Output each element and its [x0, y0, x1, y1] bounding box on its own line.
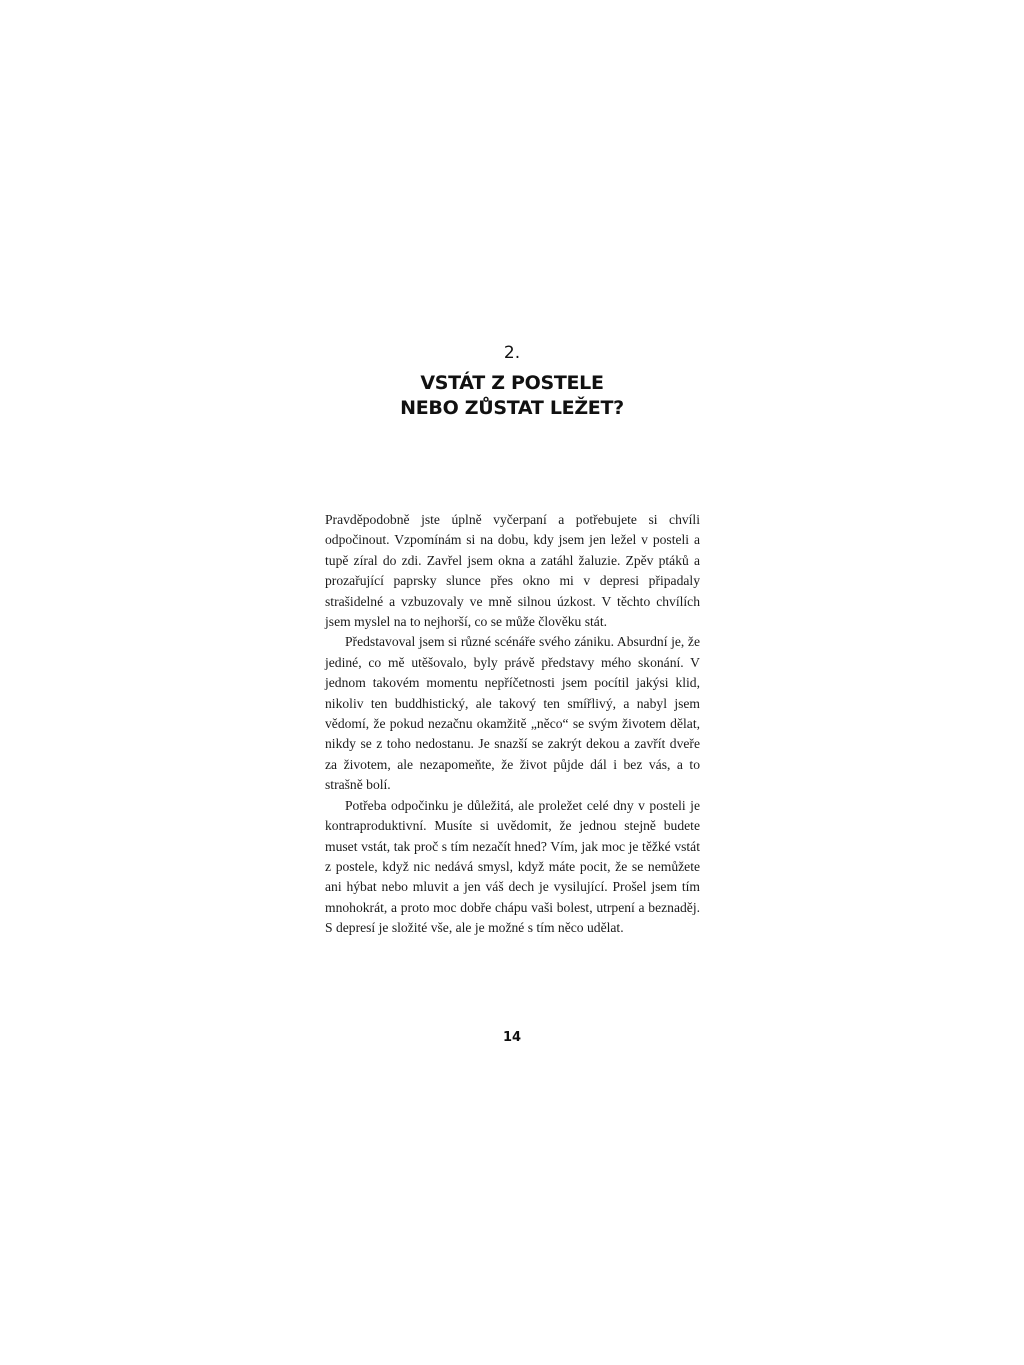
chapter-title-line-2: NEBO ZŮSTAT LEŽET?: [400, 397, 624, 419]
chapter-number: 2.: [503, 343, 521, 363]
chapter-title: [0, 371, 1024, 421]
paragraph-1: Pravděpodobně jste úplně vyčerpaní a potřebujete si chvíli odpočinout. Vzpomínám si na dobu, kdy jsem jen ležel v posteli a tupě zíral do zdi. Zavřel jsem okna a zatáhl žaluzie. Zpěv ptáků a prozařující paprsky slunce přes okno mi v depresi připadaly strašidelné a vzbuzovaly ve mně silnou úzkost. V těchto chvílích jsem myslel na to nejhorší, co se může člověku stát.: [325, 512, 700, 630]
body-text: [325, 510, 700, 939]
paragraph-3: Potřeba odpočinku je důležitá, ale proležet celé dny v posteli je kontraproduktivní. Musíte si uvědomit, že jednou stejně budete muset vstát, tak proč s tím nezačít hned? Vím, jak moc je těžké vstát z postele, když nic nedává smysl, když máte pocit, že se nemůžete ani hýbat nebo mluvit a jen váš dech je vysilující. Prošel jsem tím mnohokrát, a proto moc dobře chápu vaši bolest, utrpení a beznaděj. S depresí je složité vše, ale je možné s tím něco udělat.: [325, 797, 700, 936]
paragraph-2: Představoval jsem si různé scénáře svého zániku. Absurdní je, že jediné, co mě utěšovalo, byly právě představy mého skonání. V jednom takovém momentu nepříčetnosti jsem pocítil jakýsi klid, nikoliv ten buddhistický, ale takový ten smířlivý, a nabyl jsem vědomí, že pokud nezačnu okamžitě „něco“ se svým životem dělat, nikdy se z toho nedostanu. Je snazší se zakrýt dekou a zavřít dveře za životem, ale nezapomeňte, že život půjde dál i bez vás, a to strašně bolí.: [325, 634, 700, 793]
page-number: 14: [502, 1030, 522, 1045]
chapter-title-line-1: VSTÁT Z POSTELE: [420, 372, 604, 394]
